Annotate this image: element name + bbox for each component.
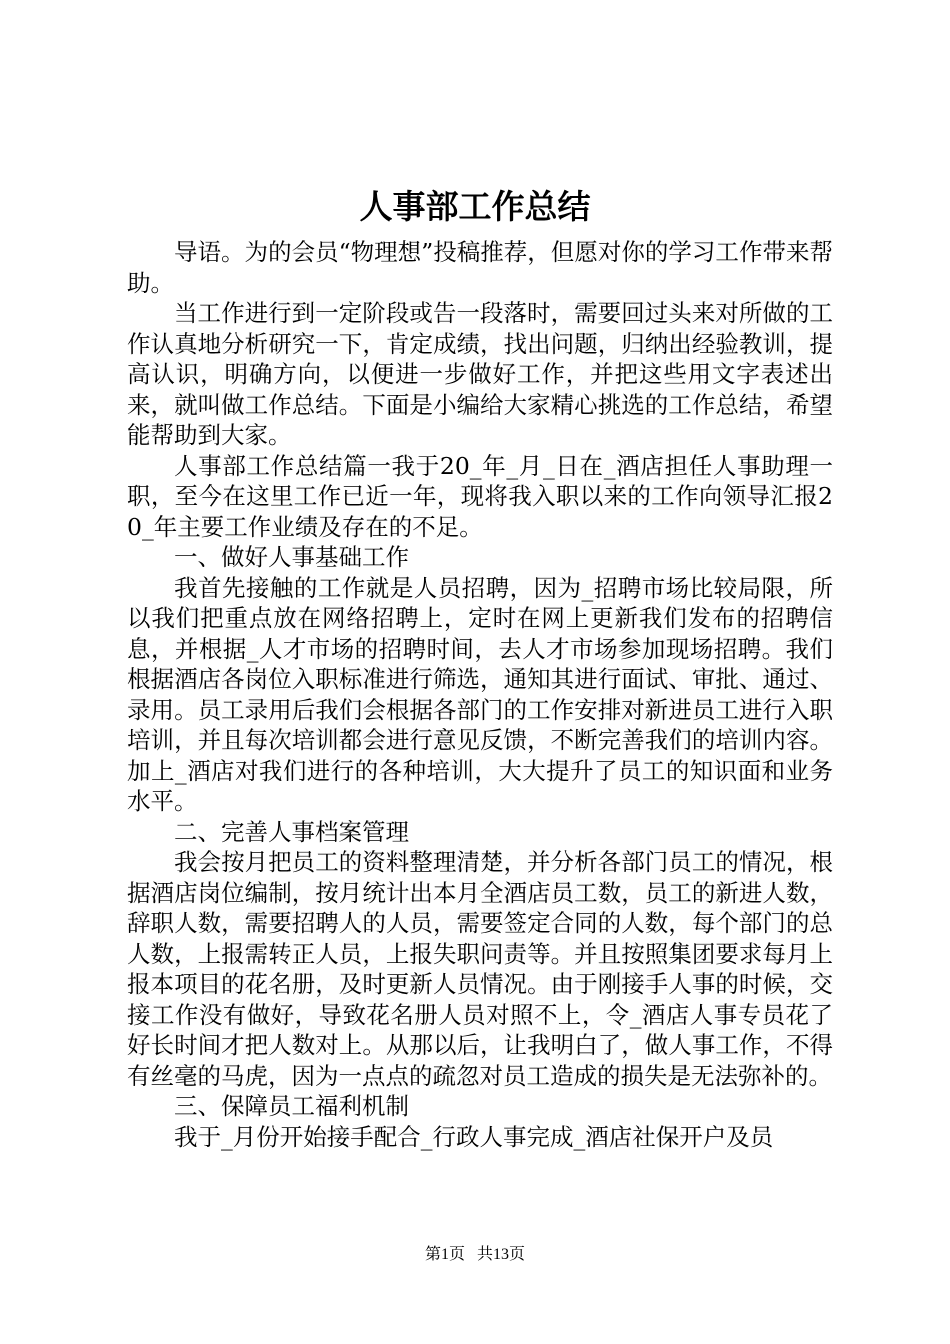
document-title: 人事部工作总结 xyxy=(359,187,591,226)
page-total: 共13页 xyxy=(477,1246,526,1263)
document-body xyxy=(127,237,833,1152)
paragraph-archives: 我会按月把员工的资料整理清楚，并分析各部门员工的情况，根据酒店岗位编制，按月统计出本月全酒店员工数，员工的新进人数，辞职人数，需要招聘人的人员，需要签定合同的人数，每个部门的总人数，上报需转正人员，上报失职问责等。并且按照集团要求每月上报本项目的花名册，及时更新人员情况。由于刚接手人事的时候，交接工作没有做好，导致花名册人员对照不上，令_酒店人事专员花了好长时间才把人数对上。从那以后，让我明白了，做人事工作，不得有丝毫的马虎，因为一点点的疏忽对员工造成的损失是无法弥补的。 xyxy=(127,848,833,1090)
section-heading-3: 三、保障员工福利机制 xyxy=(174,1092,409,1120)
page-footer xyxy=(0,1243,950,1267)
paragraph-recruitment: 我首先接触的工作就是人员招聘，因为_招聘市场比较局限，所以我们把重点放在网络招聘上，定时在网上更新我们发布的招聘信息，并根据_人才市场的招聘时间，去人才市场参加现场招聘。我们根据酒店各岗位入职标准进行筛选，通知其进行面试、审批、通过、录用。员工录用后我们会根据各部门的工作安排对新进员工进行入职培训，并且每次培训都会进行意见反馈，不断完善我们的培训内容。加上_酒店对我们进行的各种培训，大大提升了员工的知识面和业务水平。 xyxy=(127,573,833,815)
page-number: 第1页 xyxy=(424,1246,465,1263)
paragraph-intro: 导语。为的会员“物理想”投稿推荐，但愿对你的学习工作带来帮助。 xyxy=(127,238,833,297)
section-heading-2: 二、完善人事档案管理 xyxy=(174,817,409,846)
section-heading-1: 一、做好人事基础工作 xyxy=(174,543,409,571)
paragraph-welfare: 我于_月份开始接手配合_行政人事完成_酒店社保开户及员 xyxy=(174,1122,774,1151)
paragraph-summary-definition: 当工作进行到一定阶段或告一段落时，需要回过头来对所做的工作认真地分析研究一下，肯定成绩，找出问题，归纳出经验教训，提高认识，明确方向，以便进一步做好工作，并把这些用文字表述出来，就叫做工作总结。下面是小编给大家精心挑选的工作总结，希望能帮助到大家。 xyxy=(127,299,833,449)
paragraph-opening: 人事部工作总结篇一我于20_年_月_日在_酒店担任人事助理一职，至今在这里工作已近一年，现将我入职以来的工作向领导汇报20_年主要工作业绩及存在的不足。 xyxy=(127,451,833,541)
